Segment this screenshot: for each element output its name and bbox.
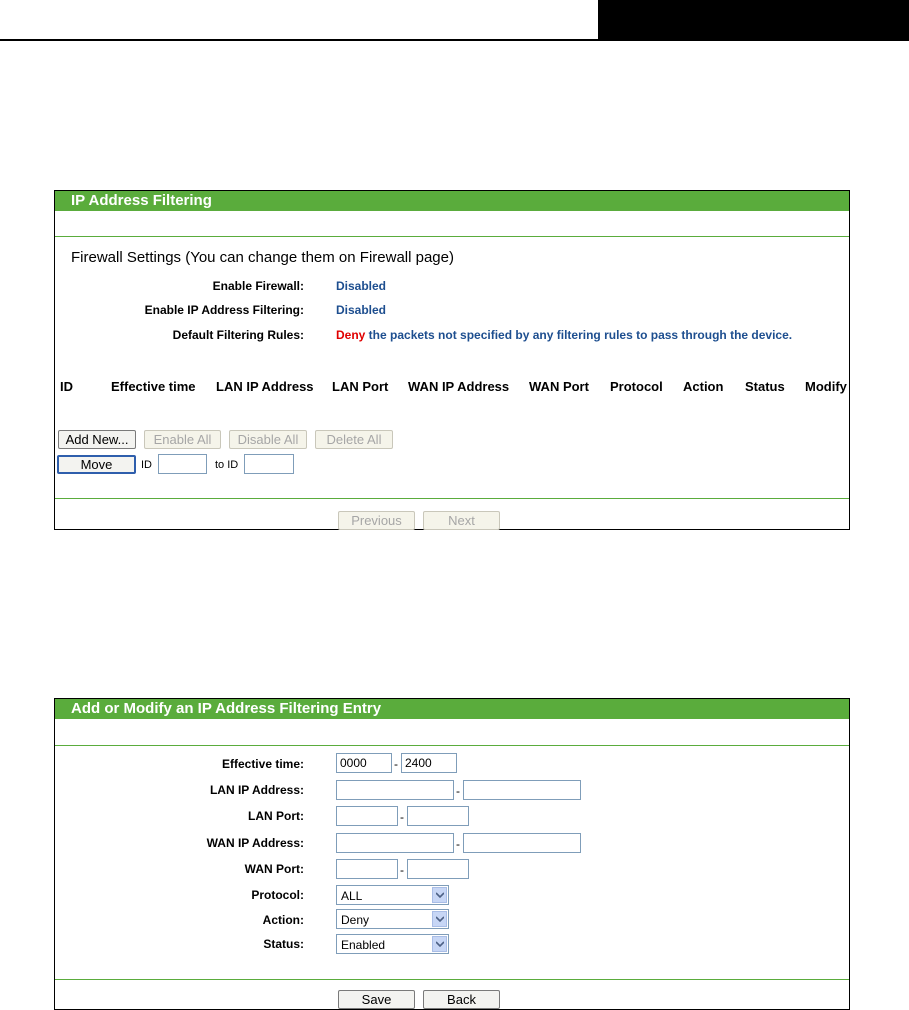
save-button[interactable]: Save (338, 990, 415, 1009)
action-value: Deny (341, 913, 370, 927)
col-protocol: Protocol (610, 379, 663, 394)
status-label: Status: (263, 937, 304, 951)
move-to-id-label: to ID (215, 459, 239, 471)
protocol-select[interactable] (336, 885, 449, 905)
deny-text: Deny (336, 328, 366, 342)
lan-port-start-input[interactable] (336, 806, 398, 826)
move-id-input[interactable] (158, 454, 207, 474)
delete-all-button[interactable]: Delete All (315, 430, 393, 449)
panel-title: Add or Modify an IP Address Filtering Entry (55, 699, 849, 719)
col-wan-ip: WAN IP Address (408, 379, 510, 394)
enable-ip-filtering-value: Disabled (336, 303, 387, 317)
lan-ip-start-input[interactable] (336, 780, 454, 800)
col-wan-port: WAN Port (529, 379, 589, 394)
col-effective-time: Effective time (111, 379, 196, 394)
chevron-down-icon[interactable] (432, 936, 447, 952)
next-button[interactable]: Next (423, 511, 500, 530)
effective-time-label: Effective time: (221, 757, 304, 771)
separator: - (456, 784, 460, 798)
lan-port-end-input[interactable] (407, 806, 469, 826)
default-rules-value (336, 328, 792, 342)
wan-port-label: WAN Port: (244, 862, 304, 876)
col-lan-port: LAN Port (332, 379, 389, 394)
wan-port-start-input[interactable] (336, 859, 398, 879)
wan-ip-label: WAN IP Address: (206, 836, 304, 850)
time-end-input[interactable] (401, 753, 457, 773)
divider (55, 498, 849, 499)
default-rules-text: the packets not specified by any filtering rules to pass through the device. (365, 328, 793, 342)
previous-button[interactable]: Previous (338, 511, 415, 530)
add-new-button[interactable]: Add New... (58, 430, 136, 449)
col-status: Status (745, 379, 785, 394)
action-label: Action: (262, 913, 304, 927)
enable-firewall-label: Enable Firewall: (212, 279, 304, 293)
header-rule (0, 39, 909, 41)
action-select[interactable] (336, 909, 449, 929)
protocol-label: Protocol: (251, 888, 304, 902)
lan-ip-label: LAN IP Address: (209, 783, 304, 797)
back-button[interactable]: Back (423, 990, 500, 1009)
enable-all-button[interactable]: Enable All (144, 430, 221, 449)
time-start-input[interactable] (336, 753, 392, 773)
disable-all-button[interactable]: Disable All (229, 430, 307, 449)
status-value: Enabled (341, 938, 386, 952)
lan-ip-end-input[interactable] (463, 780, 581, 800)
move-id-label: ID (141, 459, 152, 471)
col-action: Action (683, 379, 724, 394)
separator: - (394, 757, 398, 771)
panel-title: IP Address Filtering (55, 191, 849, 211)
default-rules-label: Default Filtering Rules: (172, 328, 304, 342)
col-lan-ip: LAN IP Address (216, 379, 314, 394)
col-id: ID (60, 379, 73, 394)
add-modify-entry-panel (54, 698, 850, 1010)
chevron-down-icon[interactable] (432, 911, 447, 927)
col-modify: Modify (805, 379, 847, 394)
protocol-value: ALL (341, 889, 363, 903)
wan-ip-start-input[interactable] (336, 833, 454, 853)
move-button[interactable]: Move (57, 455, 136, 474)
move-to-id-input[interactable] (244, 454, 294, 474)
header-black-block (598, 0, 909, 40)
wan-port-end-input[interactable] (407, 859, 469, 879)
enable-firewall-value: Disabled (336, 279, 387, 293)
chevron-down-icon[interactable] (432, 887, 447, 903)
firewall-settings-heading: Firewall Settings (You can change them on Firewall page) (71, 249, 454, 266)
separator: - (400, 810, 404, 824)
divider (55, 745, 849, 746)
lan-port-label: LAN Port: (248, 809, 304, 823)
divider (55, 979, 849, 980)
separator: - (456, 837, 460, 851)
separator: - (400, 863, 404, 877)
ip-filtering-panel (54, 190, 850, 530)
status-select[interactable] (336, 934, 449, 954)
enable-ip-filtering-label: Enable IP Address Filtering: (144, 303, 304, 317)
divider (55, 236, 849, 237)
wan-ip-end-input[interactable] (463, 833, 581, 853)
